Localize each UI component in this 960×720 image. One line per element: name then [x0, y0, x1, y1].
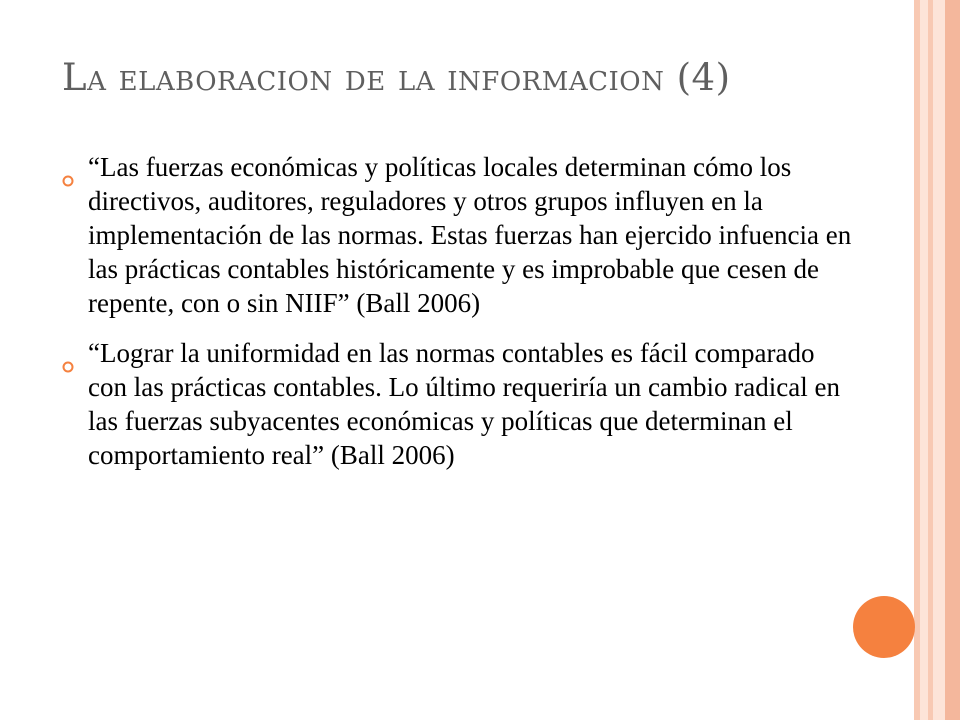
ring-bullet-icon	[62, 161, 74, 173]
decorative-stripes	[914, 0, 960, 720]
bullet-item	[62, 150, 852, 320]
stripe	[920, 0, 928, 720]
stripe	[933, 0, 945, 720]
orange-circle-icon	[853, 596, 915, 658]
bullet-text: “Lograr la uniformidad en las normas contables es fácil comparado con las prácticas contables. Lo último requeriría un cambio radical en las fuerzas subyacentes económicas y políticas que determinan el comportamiento real” (Ball 2006)	[88, 338, 840, 470]
slide-title: La elaboracion de la informacion (4)	[62, 56, 731, 99]
bullet-item	[62, 336, 852, 472]
stripe	[945, 0, 960, 720]
title-divider	[62, 116, 892, 117]
bullet-text: “Las fuerzas económicas y políticas locales determinan cómo los directivos, auditores, reguladores y otros grupos influyen en la implementación de las normas. Estas fuerzas han ejercido infuencia en las prácticas contables históricamente y es improbable que cesen de repente, con o sin NIIF” (Ball 2006)	[88, 152, 852, 318]
ring-bullet-icon	[62, 347, 74, 359]
bullet-list	[62, 150, 852, 488]
